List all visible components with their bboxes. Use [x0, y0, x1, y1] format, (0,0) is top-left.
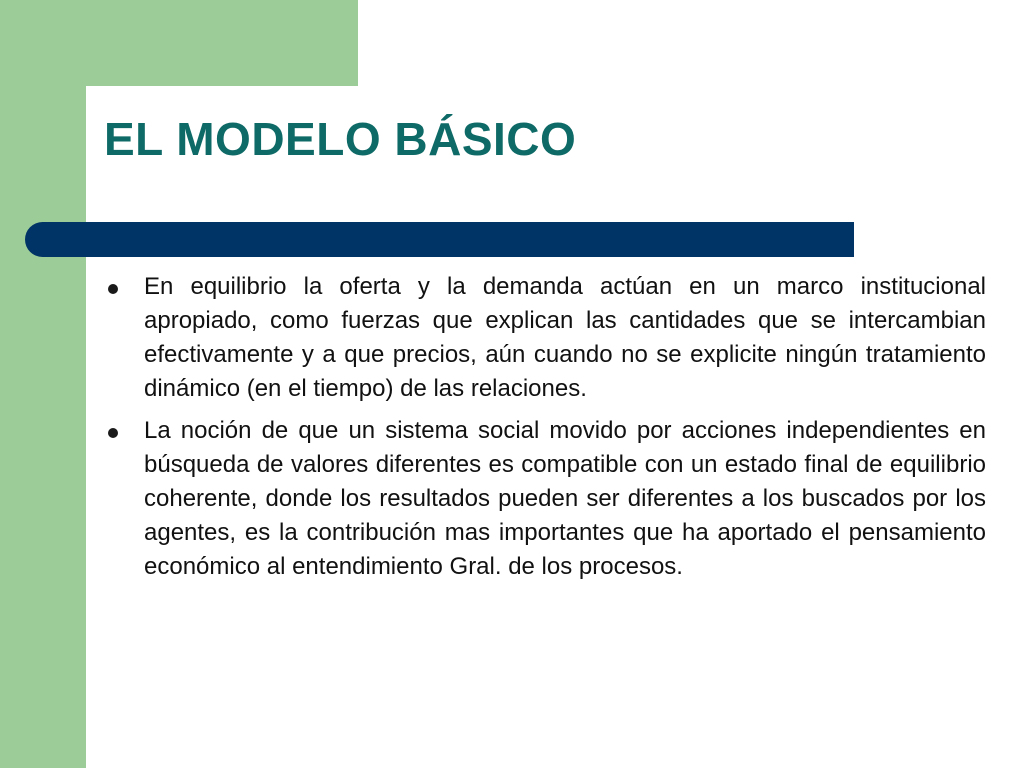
bullet-text: La noción de que un sistema social movido por acciones independientes en búsqueda de valores diferentes es compatible con un estado final de equilibrio coherente, donde los resultados pueden ser diferentes a los buscados por los agentes, es la contribución mas importantes que ha aportado el pensamiento económico al entendimiento Gral. de los procesos. [144, 417, 986, 580]
title-underline-bar [25, 222, 854, 257]
bullet-dot-icon [108, 284, 118, 294]
green-top-block-decoration [0, 0, 358, 86]
bullet-list [104, 270, 986, 592]
bullet-text: En equilibrio la oferta y la demanda actúan en un marco institucional apropiado, como fuerzas que explican las cantidades que se intercambian efectivamente y a que precios, aún cuando no se explicite ningún tratamiento dinámico (en el tiempo) de las relaciones. [144, 273, 986, 402]
bullet-item [104, 414, 986, 584]
bullet-item [104, 270, 986, 406]
bullet-dot-icon [108, 428, 118, 438]
slide-title: EL MODELO BÁSICO [104, 113, 577, 165]
green-sidebar-decoration [0, 0, 86, 768]
